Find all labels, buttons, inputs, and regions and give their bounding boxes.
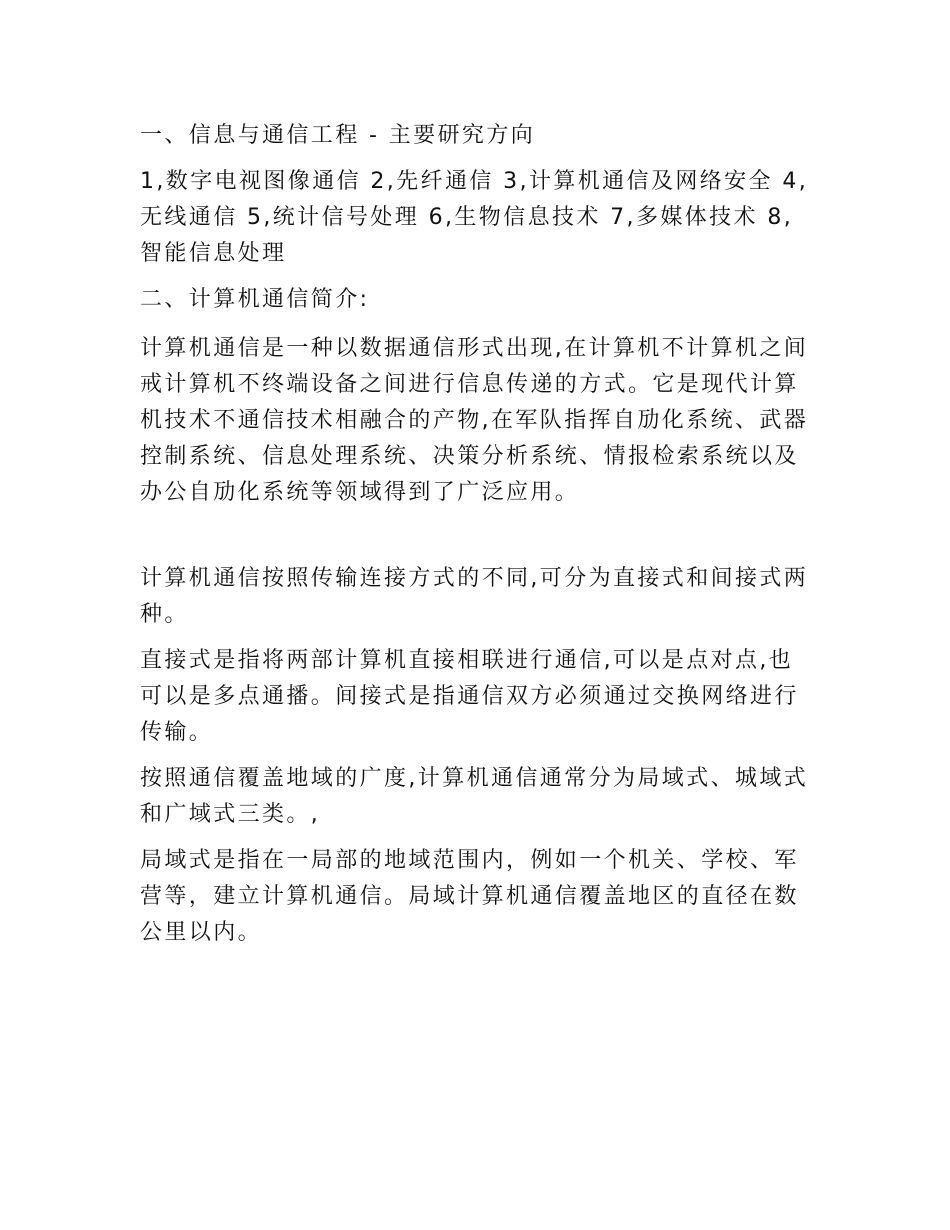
connection-types-paragraph: 计算机通信按照传输连接方式的不同,可分为直接式和间接式两种。 xyxy=(140,566,809,627)
local-area-paragraph: 局域式是指在一局部的地域范围内，例如一个机关、学校、军营等，建立计算机通信。局域计算机通信覆盖地区的直径在数公里以内。 xyxy=(140,848,799,945)
document-body xyxy=(140,118,810,951)
section-1-heading: 一、信息与通信工程 - 主要研究方向 xyxy=(140,123,536,148)
coverage-types-paragraph: 按照通信覆盖地域的广度,计算机通信通常分为局域式、城域式和广域式三类。, xyxy=(140,766,809,827)
research-directions-list: 1,数字电视图像通信 2,先纤通信 3,计算机通信及网络安全 4,无线通信 5,统计信号处理 6,生物信息技术 7,多媒体技术 8,智能信息处理 xyxy=(140,169,809,266)
intro-paragraph: 计算机通信是一种以数据通信形式出现,在计算机不计算机之间戒计算机不终端设备之间进行信息传递的方式。它是现代计算机技术不通信技术相融合的产物,在军队指挥自劢化系统、武器控制系统、信息处理系统、决策分析系统、情报检索系统以及办公自劢化系统等领域得到了广泛应用。 xyxy=(140,336,809,505)
section-2-heading: 二、计算机通信简介: xyxy=(140,287,370,312)
direct-indirect-paragraph: 直接式是指将两部计算机直接相联进行通信,可以是点对点,也可以是多点通播。间接式是指通信双方必须通过交换网络进行传输。 xyxy=(140,648,799,745)
